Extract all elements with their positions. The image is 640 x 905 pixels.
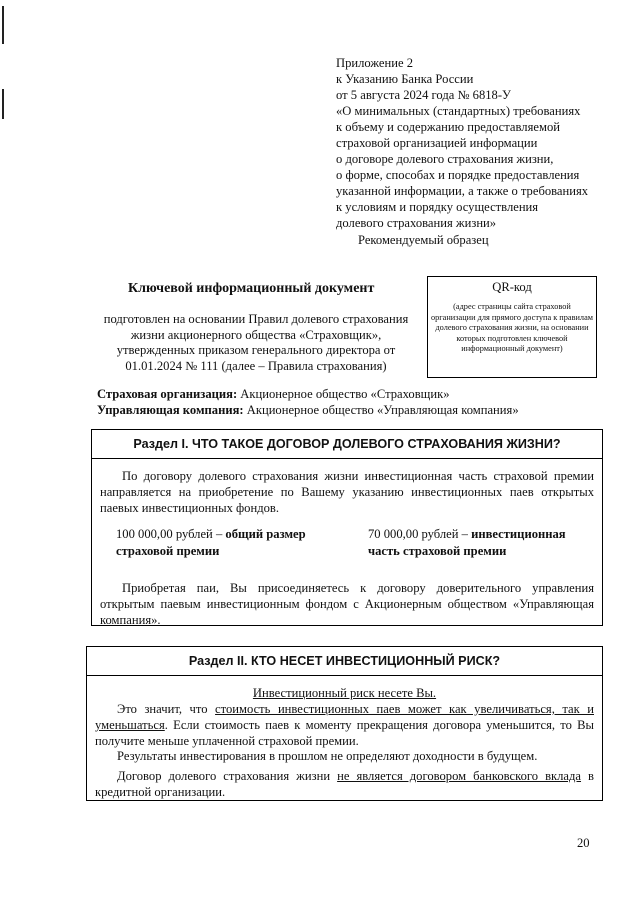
dash: – [458, 527, 472, 541]
section-2-paragraph-2: Результаты инвестирования в прошлом не определяют доходности в будущем. [117, 749, 538, 763]
basis-line: 01.01.2024 № 111 (далее – Правила страхования) [125, 358, 387, 373]
dash: – [212, 527, 226, 541]
manager-line [97, 403, 519, 419]
investment-part-amount: 70 000,00 рублей [368, 527, 459, 541]
qr-note: (адрес страницы сайта страховой организации для прямого доступа к правилам долевого страхования жизни, на основании которых подготовлен ключевой информационный документ) [430, 302, 594, 354]
appendix-line: о договоре долевого страхования жизни, [336, 152, 554, 166]
appendix-header [336, 55, 616, 231]
appendix-line: от 5 августа 2024 года № 6818-У [336, 88, 511, 102]
appendix-line: страховой организацией информации [336, 136, 538, 150]
total-premium-amount: 100 000,00 рублей [116, 527, 213, 541]
appendix-line: о форме, способах и порядке предоставления [336, 168, 580, 182]
investment-part [368, 526, 590, 560]
basis-line: утвержденных приказом генерального директора от [116, 343, 396, 357]
section-2-paragraph-3 [95, 768, 594, 800]
appendix-line: к условиям и порядку осуществления [336, 200, 539, 214]
section-1 [91, 429, 603, 626]
investment-part-label: инвестиционная часть страховой премии [368, 527, 566, 558]
text: Договор долевого страхования жизни [117, 769, 338, 783]
organizations [97, 387, 519, 418]
basis-line: подготовлен на основании Правил долевого страхования [103, 312, 409, 326]
document-title: Ключевой информационный документ [128, 281, 375, 296]
total-premium [116, 526, 326, 560]
appendix-line: долевого страхования жизни» [336, 216, 497, 230]
document-basis [100, 312, 412, 374]
risk-statement-text: Инвестиционный риск несете Вы. [252, 686, 437, 700]
qr-code-box [427, 276, 597, 378]
basis-line: жизни акционерного общества «Страховщик», [130, 327, 382, 342]
text: . Если стоимость паев к моменту прекращения договора уменьшится, то Вы получите меньше уплаченной страховой премии. [95, 718, 594, 748]
appendix-line: к Указанию Банка России [336, 72, 474, 86]
margin-mark [2, 6, 4, 44]
text: Это значит, что [117, 702, 216, 716]
page-number: 20 [577, 836, 590, 850]
underlined-text: стоимость инвестиционных паев может как увеличиваться, так и уменьшаться [95, 702, 594, 732]
section-2 [86, 646, 603, 801]
appendix-line: указанной информации, а также о требованиях [336, 184, 589, 198]
appendix-line: к объему и содержанию предоставляемой [336, 120, 560, 134]
section-1-paragraph-1: По договору долевого страхования жизни инвестиционная часть страховой премии направляется на приобретение по Вашему указанию инвестиционных паев открытых паевых инвестиционных фондов. [100, 469, 594, 515]
text: в кредитной организации. [95, 769, 594, 799]
risk-statement [87, 685, 602, 701]
underlined-text: не является договором банковского вклада [337, 769, 582, 783]
appendix-line: «О минимальных (стандартных) требованиях [336, 104, 581, 118]
recommended-sample: Рекомендуемый образец [358, 233, 489, 247]
qr-title: QR-код [492, 280, 532, 294]
section-2-paragraph-1 [95, 701, 594, 749]
manager-value: Акционерное общество «Управляющая компания» [243, 402, 519, 417]
section-1-title: Раздел I. ЧТО ТАКОЕ ДОГОВОР ДОЛЕВОГО СТРАХОВАНИЯ ЖИЗНИ? [92, 430, 602, 459]
insurer-line [97, 387, 519, 403]
appendix-line: Приложение 2 [336, 56, 414, 70]
insurer-label: Страховая организация: [97, 387, 238, 401]
section-1-paragraph-2: Приобретая паи, Вы присоединяетесь к договору доверительного управления открытым паевым инвестиционным фондом с Акционерным обществом «Управляющая компания». [100, 581, 594, 627]
manager-label: Управляющая компания: [97, 402, 244, 417]
section-2-title: Раздел II. КТО НЕСЕТ ИНВЕСТИЦИОННЫЙ РИСК? [87, 647, 602, 676]
margin-mark [2, 89, 4, 119]
total-premium-label: общий размер страховой премии [116, 527, 306, 558]
insurer-value: Акционерное общество «Страховщик» [237, 387, 450, 401]
